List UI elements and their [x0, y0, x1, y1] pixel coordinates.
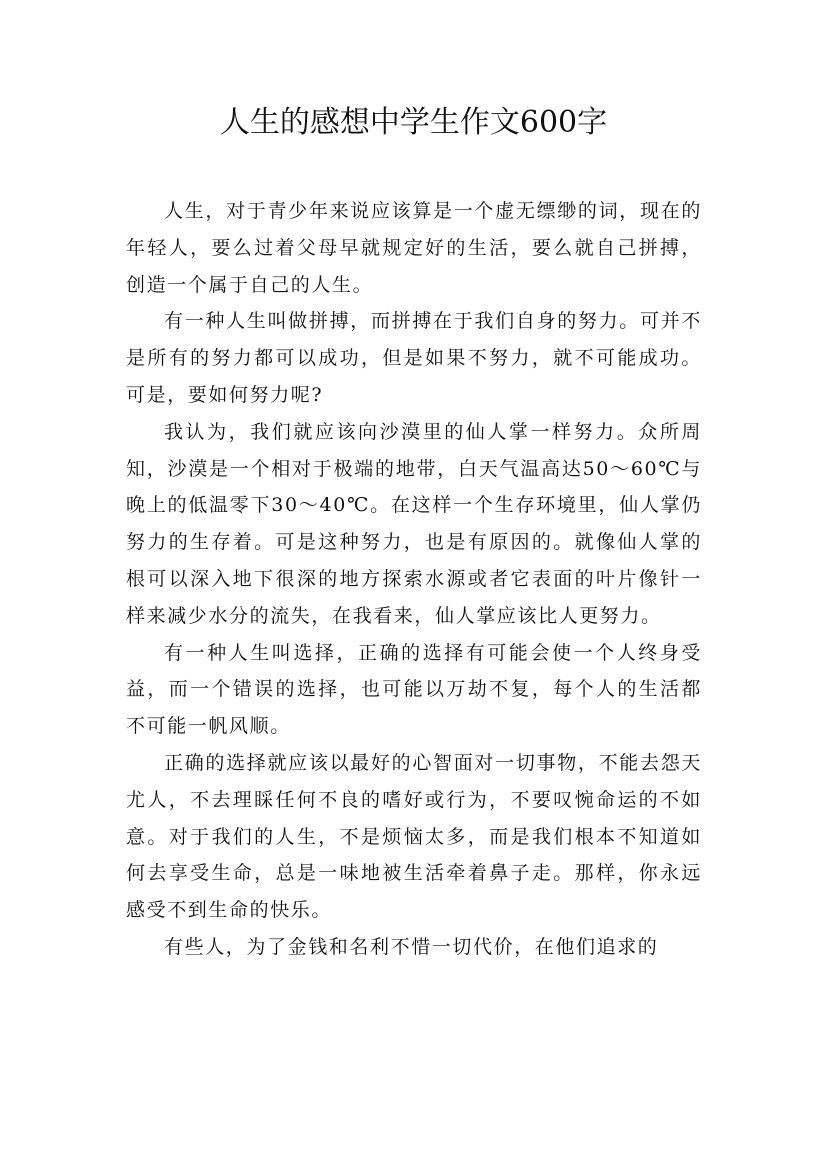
paragraph: 人生，对于青少年来说应该算是一个虚无缥缈的词，现在的年轻人，要么过着父母早就规定好的生活，要么就自己拼搏，创造一个属于自己的人生。 — [126, 200, 702, 296]
paragraph: 正确的选择就应该以最好的心智面对一切事物，不能去怨天尤人，不去理睬任何不良的嗜好或行为，不要叹惋命运的不如意。对于我们的人生，不是烦恼太多，而是我们根本不知道如何去享受生命，总是一味地被生活牵着鼻子走。那样，你永远感受不到生命的快乐。 — [126, 751, 702, 922]
paragraph: 我认为，我们就应该向沙漠里的仙人掌一样努力。众所周知，沙漠是一个相对于极端的地带，白天气温高达50～60℃与晚上的低温零下30～40℃。在这样一个生存环境里，仙人掌仍努力的生存着。可是这种努力，也是有原因的。就像仙人掌的根可以深入地下很深的地方探索水源或者它表面的叶片像针一样来减少水分的流失，在我看来，仙人掌应该比人更努力。 — [126, 420, 702, 627]
paragraph: 有些人，为了金钱和名利不惜一切代价，在他们追求的 — [164, 935, 659, 958]
page-title: 人生的感想中学生作文600字 — [219, 105, 608, 140]
essay-body — [126, 193, 702, 966]
paragraph: 有一种人生叫做拼搏，而拼搏在于我们自身的努力。可并不是所有的努力都可以成功，但是如果不努力，就不可能成功。可是，要如何努力呢? — [126, 310, 702, 406]
paragraph: 有一种人生叫选择，正确的选择有可能会使一个人终身受益，而一个错误的选择，也可能以万劫不复，每个人的生活都不可能一帆风顺。 — [126, 641, 702, 738]
